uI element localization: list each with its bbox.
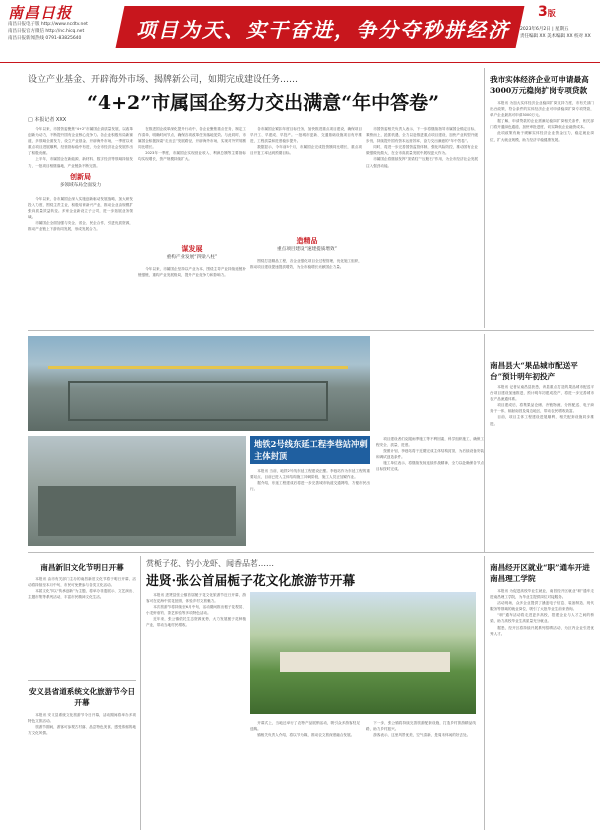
page-number-value: 3 [538, 4, 548, 20]
lead-column-2b: 今年以来，市属国企坚持以产业为本，围绕主导产业持续延链补链强链，重构产业发展格局，提升产业竞争力和影响力。 [138, 267, 246, 278]
photo-flower-field [280, 652, 450, 672]
lead-side-head-1: 创新局 [70, 173, 91, 181]
photo-crane-beam [48, 366, 348, 369]
right1-title: 我市实体经济企业可申请最高3000万元稳岗扩岗专项贷款 [490, 75, 589, 95]
page-number-suffix: 版 [547, 9, 556, 18]
editor-line: 责任编辑 XX 美术编辑 XX 校对 XX [520, 34, 591, 39]
masthead-info-line: 南昌日报新闻热线 0791-83825640 [8, 36, 82, 41]
masthead-rule [0, 62, 600, 63]
column-divider [484, 556, 485, 830]
bottom-mid-title: 进贤·张公首届栀子花文化旅游节开幕 [146, 574, 356, 589]
lead-column-1b: 今年以来，各市属国企深入实施创新驱动发展战略，加大研发投入力度，围绕主责主业，积极培育新兴产业，推动企业由规模扩张向质量效益转变。多家企业新设立子公司，进一步拓展业务领域。 市属国企全面加强与央企、省企、民企合作，引进优质资源，推动产业链上下游协同发展，形成发展合力。 [28, 197, 133, 232]
right2-body: 本报讯 记者从南昌县获悉，该县重点打造的果品城市配送平台项目建设加速推进，预计明年初建成投产，将进一步完善城市农产品流通体系。 项目建成后，将集果品仓储、冷链物流、分拣配送、电子商务于一体，辐射南昌及周边地区，带动农民增收致富。 目前，项目主体工程建设进展顺利，相关配套设施同步推进。 [490, 385, 594, 426]
lead-side-sub-1: 多领域布局全面发力 [59, 183, 102, 188]
bottom-left2-title: 安义县省道系统文化旅游节今日开幕 [28, 687, 136, 707]
column-divider [140, 556, 141, 830]
metro-body-2: 项目建设者们克服雨季施工等不利因素，科学组织施工，确保工程安全、质量、进度。 按照计划，李巷站将于近期完成主体结构封顶，为后续设备安装和调试创造条件。 施工单位表示，将继续发扬连续作战精神，全力以赴确保各节点目标按时完成。 [376, 437, 484, 472]
bottom-mid-body: 本报讯 进贤县张公镇首届栀子花文化旅游节近日开幕，游客可在花海中赏花拍照，体验乡村文旅魅力。 本次旅游节将持续至6月中旬，活动期间推出栀子花观赏、小龙虾垂钓、茶艺体验等多项特色活动。 近年来，张公镇依托生态资源优势，大力发展栀子花种植产业，带动当地村民增收。 [146, 593, 246, 628]
lead-column-3b: 围绕打造精品工程，各企业强化项目全过程管理，优化施工组织，推动项目建设提速提质增效，为全市稳增长贡献国企力量。 [250, 259, 362, 270]
lead-side-head-3: 造精品 [296, 237, 318, 245]
bottom-mid-body-text: 本报讯 进贤县张公镇首届栀子花文化旅游节近日开幕，游客可在花海中赏花拍照，体验乡村文旅魅力。 [146, 593, 246, 604]
photo-pit-floor [38, 486, 236, 536]
bottom-mid-kicker: 赏栀子花、钓小龙虾、闻香品茗…… [146, 559, 274, 568]
page-number [538, 4, 556, 20]
section-divider [28, 552, 594, 553]
masthead [0, 0, 600, 62]
right2-body-text: 本报讯 记者从南昌县获悉，该县重点打造的果品城市配送平台项目建设加速推进，预计明年初建成投产，将进一步完善城市农产品流通体系。 [490, 385, 594, 402]
lead-column-4: 市国资委相关负责人表示，下一步将继续指导市属国企锚定目标，乘势而上，抢抓机遇，全力以赴推进重点项目建设，加快产业转型升级步伐，持续提升国有资本运营效率，奋力交出满意的“年中答卷”。 同时，将进一步完善国资监管体制，强化风险防控，推动国有企业做强做优做大，在全市高质量发展中展现更大作为。 市属国企将继续发挥“顶梁柱”“压舱石”作用，为全市经济社会发展注入强劲动能。 [366, 127, 478, 168]
column-divider [484, 334, 485, 552]
column-divider [484, 68, 485, 328]
bottom-left1-body: 本报讯 由市有关部门主办的南昌新旧文化节将于明日开幕，活动将持续至本月中旬，市民可免费参与各类文化活动。 本届文化节以“传承创新”为主题，将举办非遗展示、文艺演出、主题市集等系列活动，丰富市民精神文化生活。 [28, 577, 136, 600]
section-divider [28, 680, 136, 681]
masthead-info-line: 南昌日报电子版 http://www.ncdtv.net [8, 22, 88, 27]
lead-column-2: 在推进国企改革深化提升行动中，各企业聚焦重点任务，制定工作清单，明确时间节点，确保各项改革任务落地见效。与此同时，市属国企积极探索“走出去”发展路径，开辟海外市场，实现对外贸易额同比增长。 2023年一季度，市属国企实现营业收入、利润总额等主要指标均实现增长，资产规模持续扩大。 [138, 127, 246, 162]
lead-side-block-1 [38, 172, 123, 188]
section-divider [28, 330, 594, 331]
metro-pit-photo [28, 436, 246, 546]
metro-title: 地铁2号线东延工程李巷站冲刺主体封顶 [254, 439, 368, 461]
right1-body-text: 本报讯 为加大实体经济企业稳岗扩岗支持力度，市有关部门出台政策，符合条件的实体经济企业可申请稳岗扩岗专项贷款，单户企业最高可申请3000万元。 [490, 101, 594, 118]
lead-column-1: 今年以来，市国资委聚焦“4+2”市属国企高质量发展，以改革创新为动力，不断提升国有企业核心竞争力。各企业积极布局新赛道，多领域全面发力，设立产业基金、开辟海外市场，一季度以来重点项目进展顺利，经营指标稳中有进，为全市经济社会发展作出了积极贡献。 上半年，市属国企在新能源、新材料、数字经济等领域持续发力，一批项目相继落地，产业链条不断完善。 [28, 127, 133, 168]
bottom-mid-body-2: 开幕式上，当地还举行了农特产品展销活动，吸引众多游客驻足选购。 镇相关负责人介绍，将以节为媒，推动农文旅深度融合发展。 [250, 721, 360, 738]
lead-side-sub-3: 重点项目建设“速建提质增效” [277, 247, 337, 252]
lead-kicker: 设立产业基金、开辟海外市场、揭牌新公司，如期完成建设任务…… [28, 75, 299, 85]
lead-side-block-3 [258, 236, 356, 252]
bottom-left1-body-text: 本报讯 由市有关部门主办的南昌新旧文化节将于明日开幕，活动将持续至本月中旬，市民可免费参与各类文化活动。 [28, 577, 136, 588]
lead-byline: □ 本报记者 XXX [28, 117, 67, 123]
lead-title: “4+2”市属国企努力交出满意“年中答卷” [86, 92, 440, 114]
lead-side-block-2 [143, 244, 241, 260]
bottom-right-body-text: 本报讯 为促进高校毕业生就业，南昌经开区就业“职”通车走进南昌理工学院，为毕业生提供岗位对接服务。 [490, 589, 594, 600]
lead-side-head-2: 谋发展 [181, 245, 203, 253]
metro-construction-photo [28, 336, 370, 431]
bottom-right-title: 南昌经开区就业“职”通车开进南昌理工学院 [490, 563, 590, 583]
metro-body-text: 本报讯 当前，地铁2号线东延工程建设正酣。李巷站作为东延工程的重要站点，目前已进入主体结构施工冲刺阶段，施工人员正加紧作业。 [250, 469, 370, 480]
right1-body: 本报讯 为加大实体经济企业稳岗扩岗支持力度，市有关部门出台政策，符合条件的实体经济企业可申请稳岗扩岗专项贷款，单户企业最高可申请3000万元。 据了解，申请贷款的企业需满足稳岗扩岗相关条件，相关部门将开通绿色通道，加快审批进度，切实降低企业融资成本。 此项政策有助于缓解实体经济企业资金压力，稳定就业岗位，扩大就业规模，助力经济平稳健康发展。 [490, 101, 594, 142]
gardenia-festival-photo [250, 592, 476, 714]
issue-date: 2023年6月2日 | 星期五 [520, 27, 569, 32]
right2-title: 南昌县大“果品城市配送平台”预计明年初投产 [490, 361, 578, 381]
lead-column-3: 各市属国企紧扣年度目标任务，加快推进重点项目建设，确保项目早开工、早建成、早投产。一批城市更新、交通基础设施项目有序推进，工程质量和进度稳步提升。 数据显示，今年前5个月，市属国企完成投资额同比增长，重点项目开复工率达到预期目标。 [250, 127, 362, 156]
bottom-mid-body-3: 下一步，张公镇将持续完善旅游配套设施，打造乡村旅游精品线路，助力乡村振兴。 游客表示，这里风景优美，空气清新，是周末休闲的好去处。 [366, 721, 476, 738]
lead-side-sub-2: 重构产业发展“四梁八柱” [166, 255, 218, 260]
bottom-left2-body: 本报讯 安义县系统文化旅游节今日开幕，活动期间将举办多项特色文旅活动。 旅游节期间，游客可参观古村落、品尝特色美食，感受浓郁的地方文化风情。 [28, 713, 136, 736]
bottom-left2-body-text: 本报讯 安义县系统文化旅游节今日开幕，活动期间将举办多项特色文旅活动。 [28, 713, 136, 724]
newspaper-logo: 南昌日报 [8, 4, 73, 22]
bottom-left1-title: 南昌新旧文化节明日开幕 [40, 563, 124, 572]
metro-body: 本报讯 当前，地铁2号线东延工程建设正酣。李巷站作为东延工程的重要站点，目前已进入主体结构施工冲刺阶段，施工人员正加紧作业。 据介绍，东延工程建成后将进一步完善城市轨道交通网络，方便市民出行。 [250, 469, 370, 492]
bottom-right-body: 本报讯 为促进高校毕业生就业，南昌经开区就业“职”通车走进南昌理工学院，为毕业生提供岗位对接服务。 活动现场，众多企业提供了涵盖电子信息、装备制造、现代服务等领域的就业岗位，吸引了大批毕业生前来咨询。 “职”通车活动将走进更多高校，搭建企业与人才之间的桥梁，助力高校毕业生高质量充分就业。 据悉，经开区将持续开展系列招聘活动，为区内企业引进优秀人才。 [490, 589, 594, 636]
masthead-info-line: 南昌日报官方微信 http://nc.hicq.net [8, 29, 85, 34]
photo-foundation-pit [68, 381, 328, 421]
slogan-text: 项目为天、实干奋进，争分夺秒拼经济 [136, 18, 510, 42]
